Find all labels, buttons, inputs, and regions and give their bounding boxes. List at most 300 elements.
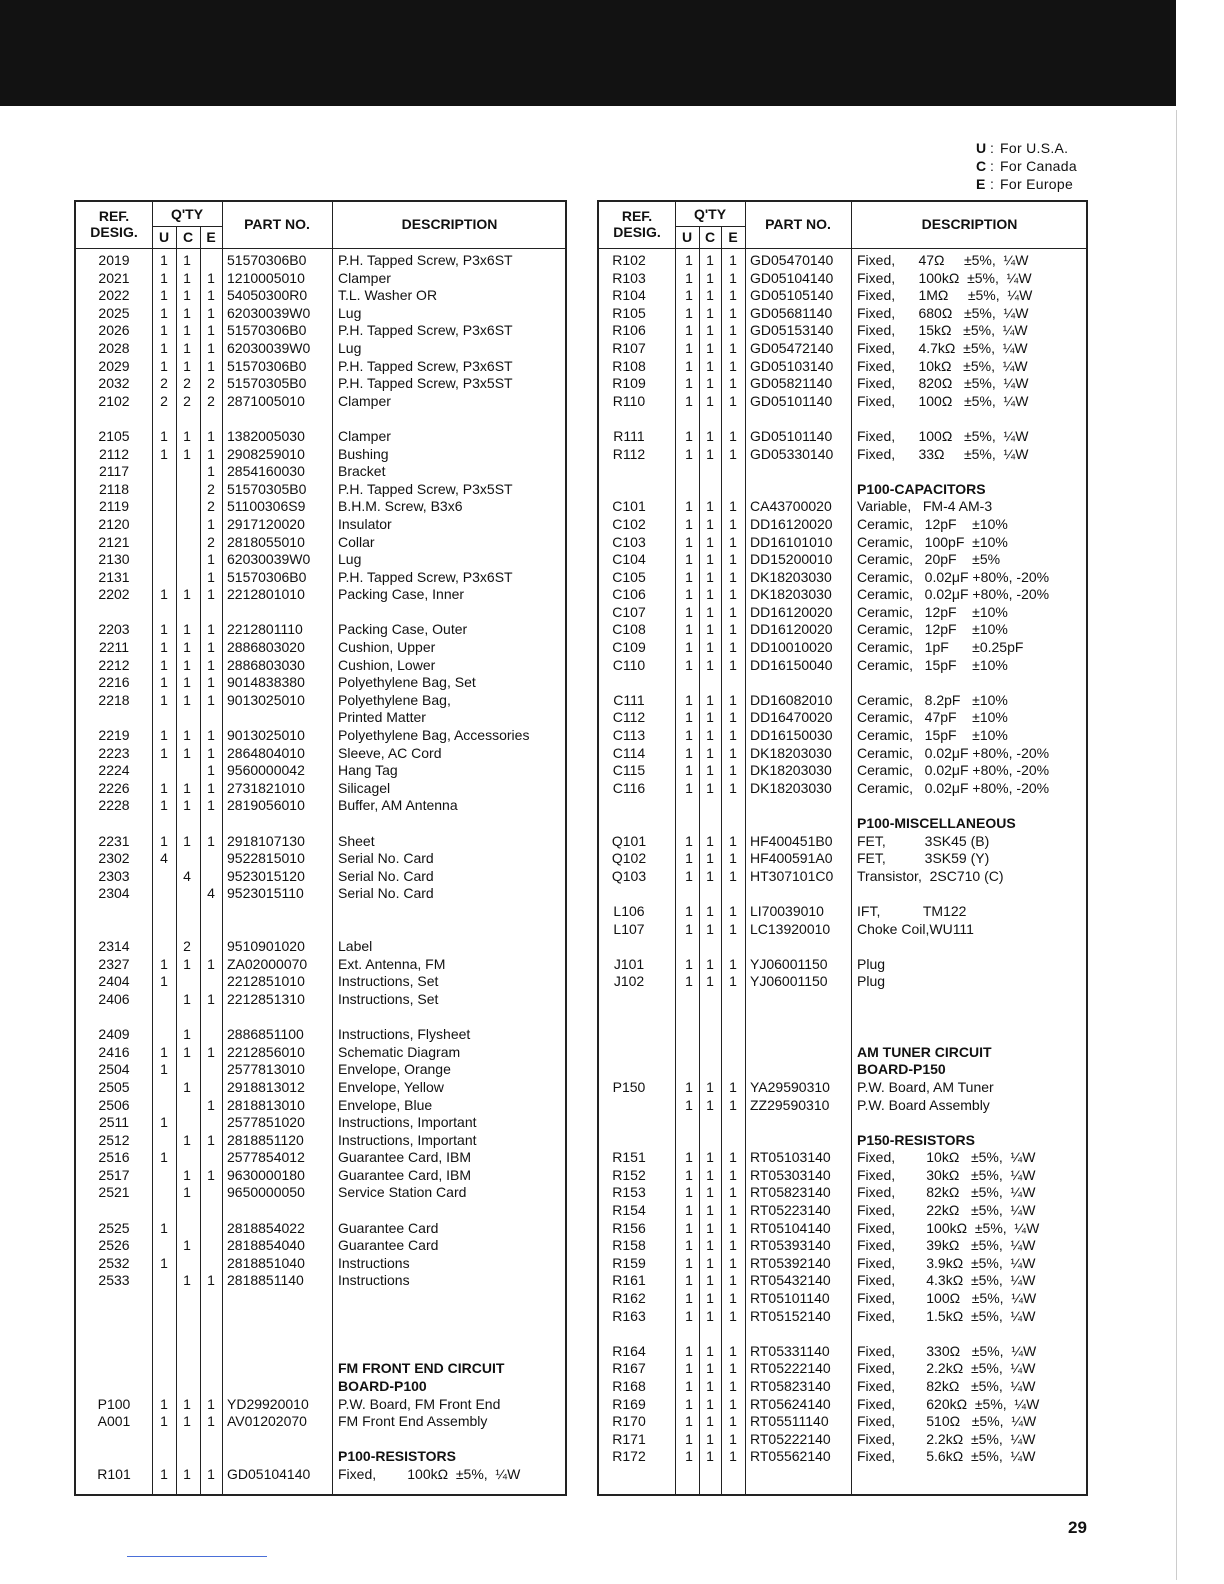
table-row [76, 551, 565, 569]
table-row [76, 1413, 565, 1431]
qty-e-cell: 1 [729, 1395, 737, 1412]
qty-c-cell: 1 [183, 1078, 191, 1095]
ref-desig-cell: 2512 [98, 1131, 130, 1148]
qty-u-cell: 1 [160, 955, 168, 972]
qty-e-cell: 1 [729, 691, 737, 708]
qty-c-cell: 1 [183, 357, 191, 374]
qty-c-cell: 1 [183, 269, 191, 286]
qty-e-cell: 1 [729, 1237, 737, 1254]
qty-c-cell: 1 [706, 392, 714, 409]
ref-desig-cell: R158 [612, 1237, 646, 1254]
qty-c-cell: 1 [183, 990, 191, 1007]
ref-desig-cell: 2532 [98, 1254, 130, 1271]
ref-desig-cell: R159 [612, 1254, 646, 1271]
description-cell: Fixed, 10kΩ ±5%, ¼W [857, 1149, 1036, 1166]
qty-e-cell: 1 [729, 551, 737, 568]
qty-e-cell: 1 [729, 832, 737, 849]
table-row [599, 287, 1086, 305]
qty-u-cell: 1 [160, 322, 168, 339]
qty-c-cell: 1 [706, 1202, 714, 1219]
ref-desig-cell: C109 [612, 639, 646, 656]
qty-c-cell: 1 [183, 304, 191, 321]
qty-c-cell: 1 [706, 1078, 714, 1095]
description-cell: Ceramic, 12pF ±10% [857, 515, 1008, 532]
part-no-cell: DK18203030 [750, 744, 832, 761]
table-row [599, 850, 1086, 868]
section-heading: P100-RESISTORS [338, 1448, 457, 1465]
part-no-cell: 2818055010 [227, 533, 305, 550]
qty-e-cell: 1 [729, 1149, 737, 1166]
ref-desig-cell: R103 [612, 269, 646, 286]
ref-desig-cell: 2302 [98, 850, 130, 867]
table-row [599, 921, 1086, 939]
col-ref-desig: REF. DESIG. [90, 208, 138, 240]
qty-c-cell: 1 [183, 1166, 191, 1183]
table-row [76, 1360, 565, 1378]
ref-desig-cell: R169 [612, 1395, 646, 1412]
qty-c-cell: 1 [706, 850, 714, 867]
qty-c-cell: 1 [706, 1430, 714, 1447]
qty-e-cell: 1 [729, 1166, 737, 1183]
table-row [599, 1431, 1086, 1449]
qty-u-cell: 1 [685, 445, 693, 462]
part-no-cell: 62030039W0 [227, 304, 311, 321]
description-cell: Fixed, 100kΩ ±5%, ¼W [857, 269, 1032, 286]
table-row [76, 1044, 565, 1062]
part-no-cell: 2577851020 [227, 1114, 305, 1131]
description-cell: Schematic Diagram [338, 1043, 461, 1060]
section-heading: AM TUNER CIRCUIT [857, 1043, 992, 1060]
part-no-cell: ZZ29590310 [750, 1096, 830, 1113]
part-no-cell: 1210005010 [227, 269, 305, 286]
table-row [599, 1026, 1086, 1044]
table-row [599, 833, 1086, 851]
qty-c-cell: 1 [183, 744, 191, 761]
qty-c-cell: 1 [706, 1237, 714, 1254]
table-row [76, 1343, 565, 1361]
part-no-cell: DK18203030 [750, 762, 832, 779]
qty-e-cell: 1 [207, 779, 215, 796]
table-row [76, 745, 565, 763]
qty-e-cell: 1 [207, 551, 215, 568]
table-row [76, 815, 565, 833]
table-row [76, 287, 565, 305]
ref-desig-cell: P100 [97, 1395, 131, 1412]
qty-c-cell: 1 [706, 955, 714, 972]
qty-e-cell: 1 [207, 287, 215, 304]
description-cell: Guarantee Card [338, 1219, 439, 1236]
qty-u-cell: 1 [685, 1413, 693, 1430]
qty-e-cell: 1 [207, 322, 215, 339]
ref-desig-cell: 2511 [98, 1114, 130, 1131]
part-no-cell: LC13920010 [750, 920, 831, 937]
table-row [599, 621, 1086, 639]
ref-desig-cell: Q101 [611, 832, 647, 849]
margin-line [1176, 110, 1177, 1580]
description-cell: Clamper [338, 427, 391, 444]
table-row [599, 428, 1086, 446]
part-no-cell: 2577854012 [227, 1149, 305, 1166]
part-no-cell: RT05392140 [750, 1254, 831, 1271]
table-row [599, 1079, 1086, 1097]
description-cell: Fixed, 2.2kΩ ±5%, ¼W [857, 1360, 1036, 1377]
table-row [76, 938, 565, 956]
section-heading: BOARD-P100 [338, 1378, 427, 1394]
part-no-cell: GD05821140 [750, 375, 833, 392]
part-no-cell: RT05511140 [750, 1413, 829, 1430]
part-no-cell: 51570306B0 [227, 568, 307, 585]
qty-e-cell: 1 [729, 973, 737, 990]
qty-c-cell: 1 [706, 445, 714, 462]
description-cell: Ext. Antenna, FM [338, 955, 446, 972]
ref-desig-cell: 2416 [98, 1043, 130, 1060]
qty-c-cell: 1 [183, 1395, 191, 1412]
section-heading: P150-RESISTORS [857, 1131, 976, 1148]
table-row [599, 1237, 1086, 1255]
part-no-cell: YJ06001150 [750, 973, 828, 990]
col-e: E [206, 229, 216, 245]
qty-c-cell: 1 [706, 709, 714, 726]
qty-u-cell: 1 [160, 357, 168, 374]
part-no-cell: 2818813010 [227, 1096, 305, 1113]
qty-e-cell: 1 [207, 621, 215, 638]
ref-desig-cell: R111 [613, 427, 645, 444]
qty-e-cell: 1 [729, 1448, 737, 1465]
qty-e-cell: 1 [729, 1219, 737, 1236]
ref-desig-cell: R164 [612, 1342, 646, 1359]
table-row [76, 885, 565, 903]
description-cell: FM Front End Assembly [338, 1413, 488, 1430]
table-body-right [599, 252, 1086, 1466]
part-no-cell: YJ06001150 [750, 955, 828, 972]
part-no-cell: RT05624140 [750, 1395, 831, 1412]
qty-c-cell: 1 [706, 656, 714, 673]
qty-u-cell: 1 [160, 973, 168, 990]
qty-c-cell: 1 [183, 287, 191, 304]
qty-u-cell: 1 [160, 832, 168, 849]
part-no-cell: GD05470140 [750, 252, 834, 268]
description-cell: Fixed, 4.3kΩ ±5%, ¼W [857, 1272, 1036, 1289]
ref-desig-cell: C114 [612, 744, 646, 761]
description-cell: Fixed, 30kΩ ±5%, ¼W [857, 1166, 1036, 1183]
qty-c-cell: 1 [183, 427, 191, 444]
qty-c-cell: 1 [183, 656, 191, 673]
description-cell: Cushion, Upper [338, 639, 436, 656]
qty-u-cell: 1 [685, 850, 693, 867]
part-no-cell: 2886851100 [227, 1026, 304, 1043]
description-cell: Instructions, Important [338, 1131, 477, 1148]
ref-desig-cell: 2228 [98, 797, 130, 814]
ref-desig-cell: 2216 [98, 674, 130, 691]
part-no-cell: GD05103140 [750, 357, 834, 374]
part-no-cell: RT05222140 [750, 1360, 831, 1377]
part-no-cell: 2818854022 [227, 1219, 305, 1236]
qty-c-cell: 1 [706, 1360, 714, 1377]
ref-desig-cell: C105 [612, 568, 646, 585]
part-no-cell: 2731821010 [227, 779, 305, 796]
qty-e-cell: 1 [729, 427, 737, 444]
table-row [599, 516, 1086, 534]
description-cell: Fixed, 100Ω ±5%, ¼W [857, 392, 1029, 409]
table-row [76, 921, 565, 939]
description-cell: Envelope, Yellow [338, 1078, 444, 1095]
qty-u-cell: 1 [685, 1184, 693, 1201]
qty-c-cell: 1 [706, 1184, 714, 1201]
table-row [76, 1202, 565, 1220]
part-no-cell: RT05152140 [750, 1307, 831, 1324]
qty-u-cell: 1 [160, 269, 168, 286]
qty-c-cell: 1 [706, 832, 714, 849]
header-black-band [0, 0, 1176, 106]
ref-desig-cell: A001 [97, 1413, 131, 1430]
description-cell: Ceramic, 1pF ±0.25pF [857, 639, 1024, 656]
description-cell: Fixed, 4.7kΩ ±5%, ¼W [857, 339, 1028, 356]
qty-e-cell: 1 [207, 1272, 215, 1289]
qty-e-cell: 1 [729, 1360, 737, 1377]
part-no-cell: RT05432140 [750, 1272, 831, 1289]
table-row [599, 1413, 1086, 1431]
legend-item-u: U : For U.S.A. [976, 140, 1069, 156]
col-description: DESCRIPTION [401, 216, 498, 232]
ref-desig-cell: 2516 [98, 1149, 130, 1166]
qty-c-cell: 1 [706, 779, 714, 796]
ref-desig-cell: R110 [612, 392, 646, 409]
table-row [599, 815, 1086, 833]
table-row [599, 745, 1086, 763]
description-cell: P.W. Board, FM Front End [338, 1395, 501, 1412]
part-no-cell: DD15200010 [750, 551, 833, 568]
qty-c-cell: 1 [706, 902, 714, 919]
part-no-cell: 2212856010 [227, 1043, 305, 1060]
description-cell: Packing Case, Inner [338, 586, 465, 603]
table-row [599, 639, 1086, 657]
qty-u-cell: 1 [685, 1342, 693, 1359]
ref-desig-cell: C106 [612, 586, 646, 603]
qty-e-cell: 1 [207, 1131, 215, 1148]
table-row [599, 534, 1086, 552]
description-cell: Ceramic, 12pF ±10% [857, 603, 1008, 620]
qty-c-cell: 1 [706, 1413, 714, 1430]
col-part-no: PART NO. [244, 216, 310, 232]
qty-u-cell: 1 [685, 1237, 693, 1254]
table-row [599, 340, 1086, 358]
qty-u-cell: 1 [685, 375, 693, 392]
qty-e-cell: 1 [207, 990, 215, 1007]
table-row [76, 1466, 565, 1484]
qty-c-cell: 1 [706, 515, 714, 532]
table-row [76, 322, 565, 340]
qty-c-cell: 1 [706, 1272, 714, 1289]
qty-u-cell: 1 [160, 656, 168, 673]
ref-desig-cell: R161 [612, 1272, 646, 1289]
qty-c-cell: 1 [183, 1184, 191, 1201]
description-cell: P.H. Tapped Screw, P3x6ST [338, 568, 513, 585]
qty-c-cell: 1 [183, 1272, 191, 1289]
description-cell: Fixed, 47Ω ±5%, ¼W [857, 252, 1029, 268]
table-row [599, 868, 1086, 886]
ref-desig-cell: J101 [613, 955, 645, 972]
table-row [76, 1308, 565, 1326]
qty-e-cell: 1 [729, 656, 737, 673]
qty-c-cell: 1 [706, 533, 714, 550]
table-row [76, 340, 565, 358]
table-row [76, 270, 565, 288]
ref-desig-cell: C113 [612, 727, 646, 744]
part-no-cell: 2918107130 [227, 832, 305, 849]
qty-c-cell: 1 [706, 1378, 714, 1394]
ref-desig-cell: R105 [612, 304, 646, 321]
qty-u-cell: 1 [160, 1465, 168, 1482]
part-no-cell: 9013025010 [227, 727, 305, 744]
description-cell: Fixed, 5.6kΩ ±5%, ¼W [857, 1448, 1036, 1465]
description-cell: Bushing [338, 445, 389, 462]
table-row [599, 1044, 1086, 1062]
table-row [599, 1325, 1086, 1343]
ref-desig-cell: P150 [612, 1078, 646, 1095]
table-row [599, 938, 1086, 956]
qty-u-cell: 2 [160, 392, 168, 409]
col-qty: Q'TY [170, 206, 204, 222]
part-no-cell: GD05101140 [750, 427, 833, 444]
table-row [76, 586, 565, 604]
table-row [599, 1308, 1086, 1326]
table-row [599, 727, 1086, 745]
qty-c-cell: 1 [183, 832, 191, 849]
page-number: 29 [1068, 1518, 1087, 1537]
table-row [76, 375, 565, 393]
qty-c-cell: 1 [706, 1290, 714, 1307]
legend-item-e: E : For Europe [976, 176, 1074, 192]
table-row [599, 780, 1086, 798]
qty-c-cell: 1 [706, 1166, 714, 1183]
table-row [76, 674, 565, 692]
description-cell: Fixed, 39kΩ ±5%, ¼W [857, 1237, 1036, 1254]
description-cell: Fixed, 820Ω ±5%, ¼W [857, 375, 1029, 392]
qty-u-cell: 1 [160, 674, 168, 691]
description-cell: P.H. Tapped Screw, P3x5ST [338, 375, 513, 392]
qty-e-cell: 1 [729, 1202, 737, 1219]
table-row [76, 956, 565, 974]
part-no-cell: DD16120020 [750, 603, 833, 620]
part-no-cell: 62030039W0 [227, 339, 311, 356]
table-row [76, 1079, 565, 1097]
table-row [599, 1272, 1086, 1290]
table-row [599, 1378, 1086, 1396]
qty-u-cell: 1 [685, 551, 693, 568]
table-row [76, 1396, 565, 1414]
qty-u-cell: 2 [160, 375, 168, 392]
table-row [76, 481, 565, 499]
ref-desig-cell: L106 [613, 902, 645, 919]
part-no-cell: RT05823140 [750, 1184, 831, 1201]
ref-desig-cell: 2105 [98, 427, 130, 444]
table-row [76, 1272, 565, 1290]
ref-desig-cell: C112 [612, 709, 646, 726]
ref-desig-cell: R168 [612, 1378, 646, 1394]
qty-c-cell: 1 [706, 621, 714, 638]
part-no-cell: 2212851310 [227, 990, 305, 1007]
table-row [76, 428, 565, 446]
table-row [599, 1290, 1086, 1308]
part-no-cell: 62030039W0 [227, 551, 311, 568]
description-cell: Lug [338, 304, 362, 321]
qty-u-cell: 1 [685, 621, 693, 638]
footer-rule [127, 1556, 267, 1557]
table-row [76, 833, 565, 851]
table-row [599, 305, 1086, 323]
part-no-cell: 2917120020 [227, 515, 305, 532]
ref-desig-cell: R171 [612, 1430, 646, 1447]
description-cell: Instructions, Important [338, 1114, 477, 1131]
table-body-left [76, 252, 565, 1484]
part-no-cell: GD05472140 [750, 339, 834, 356]
table-row [76, 1132, 565, 1150]
table-row [76, 604, 565, 622]
qty-e-cell: 1 [729, 850, 737, 867]
qty-u-cell: 1 [685, 1078, 693, 1095]
qty-e-cell: 1 [207, 1395, 215, 1412]
ref-desig-cell: R108 [612, 357, 646, 374]
ref-desig-cell: R104 [612, 287, 646, 304]
qty-e-cell: 1 [207, 1166, 215, 1183]
qty-c-cell: 1 [183, 1043, 191, 1060]
ref-desig-cell: R101 [97, 1465, 131, 1482]
part-no-cell: 1382005030 [227, 427, 305, 444]
qty-e-cell: 1 [729, 322, 737, 339]
table-row [599, 762, 1086, 780]
description-cell: IFT, TM122 [857, 902, 967, 919]
qty-e-cell: 1 [207, 304, 215, 321]
description-cell: Ceramic, 0.02μF +80%, -20% [857, 568, 1050, 585]
part-no-cell: 2818854040 [227, 1237, 305, 1254]
description-cell: Envelope, Orange [338, 1061, 451, 1078]
table-row [599, 1184, 1086, 1202]
description-cell: Ceramic, 0.02μF +80%, -20% [857, 762, 1050, 779]
ref-desig-cell: 2304 [98, 885, 130, 902]
qty-e-cell: 1 [729, 867, 737, 884]
qty-c-cell: 1 [706, 287, 714, 304]
table-row [599, 1448, 1086, 1466]
part-no-cell: ZA02000070 [227, 955, 308, 972]
qty-u-cell: 1 [685, 1290, 693, 1307]
table-row [599, 586, 1086, 604]
qty-c-cell: 1 [706, 269, 714, 286]
ref-desig-cell: C115 [612, 762, 646, 779]
qty-c-cell: 1 [706, 1096, 714, 1113]
qty-e-cell: 1 [729, 445, 737, 462]
qty-c-cell: 1 [183, 779, 191, 796]
ref-desig-cell: 2303 [98, 867, 130, 884]
part-no-cell: HF400591A0 [750, 850, 833, 867]
qty-e-cell: 1 [729, 533, 737, 550]
ref-desig-cell: 2102 [98, 392, 130, 409]
qty-c-cell: 2 [183, 392, 191, 409]
ref-desig-cell: 2025 [98, 304, 130, 321]
table-row [599, 410, 1086, 428]
qty-u-cell: 1 [685, 1219, 693, 1236]
part-no-cell: GD05105140 [750, 287, 834, 304]
qty-c-cell: 1 [183, 586, 191, 603]
description-cell: FET, 3SK45 (B) [857, 832, 990, 849]
ref-desig-cell: 2212 [98, 656, 130, 673]
description-cell: Instructions [338, 1254, 410, 1271]
description-cell: Fixed, 15kΩ ±5%, ¼W [857, 322, 1028, 339]
qty-e-cell: 1 [729, 1430, 737, 1447]
part-no-cell: 2871005010 [227, 392, 305, 409]
description-cell: P.W. Board Assembly [857, 1096, 990, 1113]
qty-c-cell: 1 [183, 727, 191, 744]
qty-e-cell: 1 [729, 1413, 737, 1430]
